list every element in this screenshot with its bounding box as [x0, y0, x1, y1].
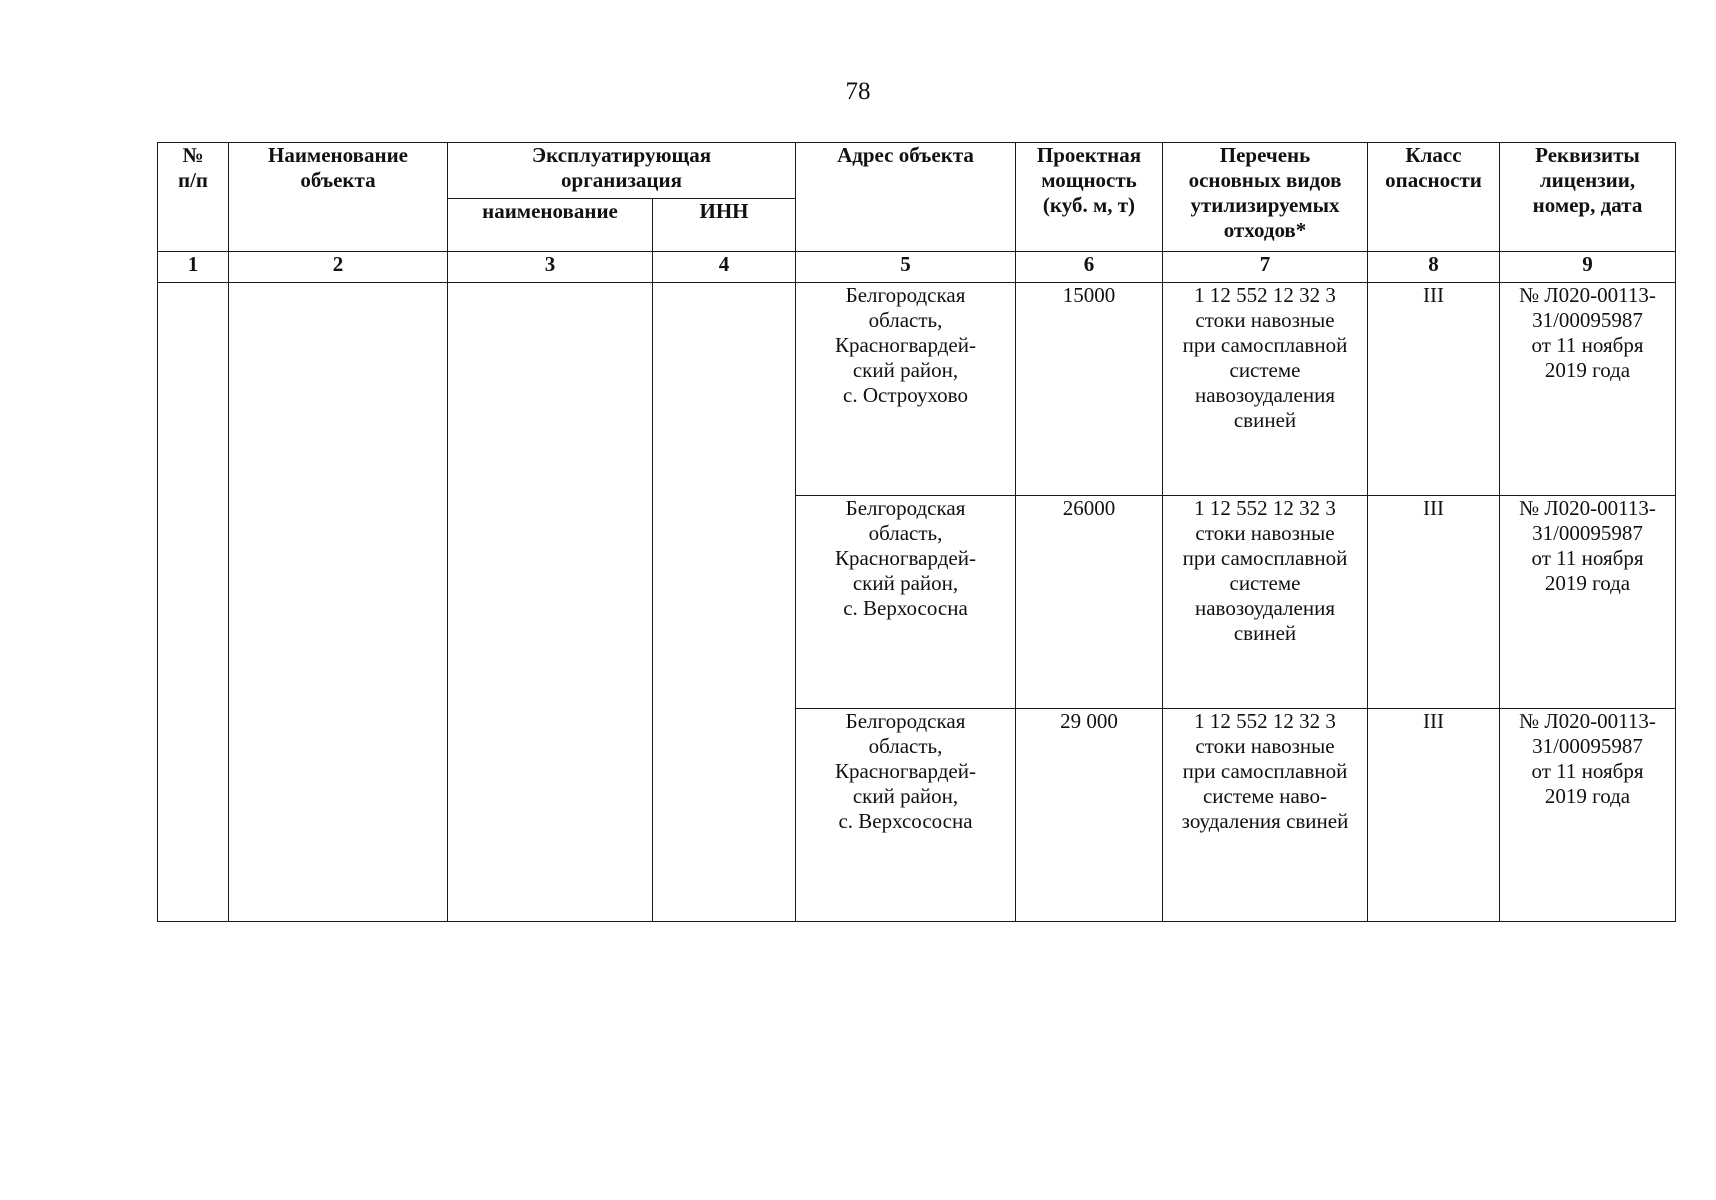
column-number: 1 [158, 252, 229, 283]
column-number: 6 [1016, 252, 1163, 283]
header-organization-name: наименование [448, 198, 653, 252]
object-name-cell [229, 283, 448, 922]
capacity-cell: 26000 [1016, 496, 1163, 709]
column-number: 5 [796, 252, 1016, 283]
organization-inn-cell [653, 283, 796, 922]
header-operating-organization: Эксплуатирующая организация [448, 143, 796, 199]
header-row-number: № п/п [158, 143, 229, 252]
header-object-name: Наименование объекта [229, 143, 448, 252]
header-license-details: Реквизиты лицензии, номер, дата [1500, 143, 1676, 252]
page-number: 78 [845, 78, 871, 105]
column-number: 9 [1500, 252, 1676, 283]
hazard-class-cell: III [1368, 283, 1500, 496]
license-cell: № Л020-00113- 31/00095987 от 11 ноября 2019 года [1500, 709, 1676, 922]
address-cell: Белгородская область, Красногвардей- ский район, с. Остроухово [796, 283, 1016, 496]
header-design-capacity: Проектная мощность (куб. м, т) [1016, 143, 1163, 252]
waste-cell: 1 12 552 12 32 3 стоки навозные при самосплавной системе навозоудаления свиней [1163, 283, 1368, 496]
row-number-cell [158, 283, 229, 922]
license-cell: № Л020-00113- 31/00095987 от 11 ноября 2019 года [1500, 496, 1676, 709]
column-number: 7 [1163, 252, 1368, 283]
address-cell: Белгородская область, Красногвардей- ский район, с. Верхсососна [796, 709, 1016, 922]
hazard-class-cell: III [1368, 709, 1500, 922]
address-cell: Белгородская область, Красногвардей- ский район, с. Верхососна [796, 496, 1016, 709]
column-number: 2 [229, 252, 448, 283]
waste-cell: 1 12 552 12 32 3 стоки навозные при самосплавной системе навозоудаления свиней [1163, 496, 1368, 709]
organization-name-cell [448, 283, 653, 922]
column-number: 3 [448, 252, 653, 283]
header-waste-types: Перечень основных видов утилизируемых отходов* [1163, 143, 1368, 252]
waste-facilities-table [157, 142, 1676, 922]
license-cell: № Л020-00113- 31/00095987 от 11 ноября 2019 года [1500, 283, 1676, 496]
waste-cell: 1 12 552 12 32 3 стоки навозные при самосплавной системе наво- зоудаления свиней [1163, 709, 1368, 922]
header-object-address: Адрес объекта [796, 143, 1016, 252]
table-row [158, 283, 1676, 496]
header-row-top [158, 143, 1676, 199]
column-number-row [158, 252, 1676, 283]
column-number: 8 [1368, 252, 1500, 283]
header-hazard-class: Класс опасности [1368, 143, 1500, 252]
capacity-cell: 15000 [1016, 283, 1163, 496]
column-number: 4 [653, 252, 796, 283]
hazard-class-cell: III [1368, 496, 1500, 709]
header-organization-inn: ИНН [653, 198, 796, 252]
capacity-cell: 29 000 [1016, 709, 1163, 922]
